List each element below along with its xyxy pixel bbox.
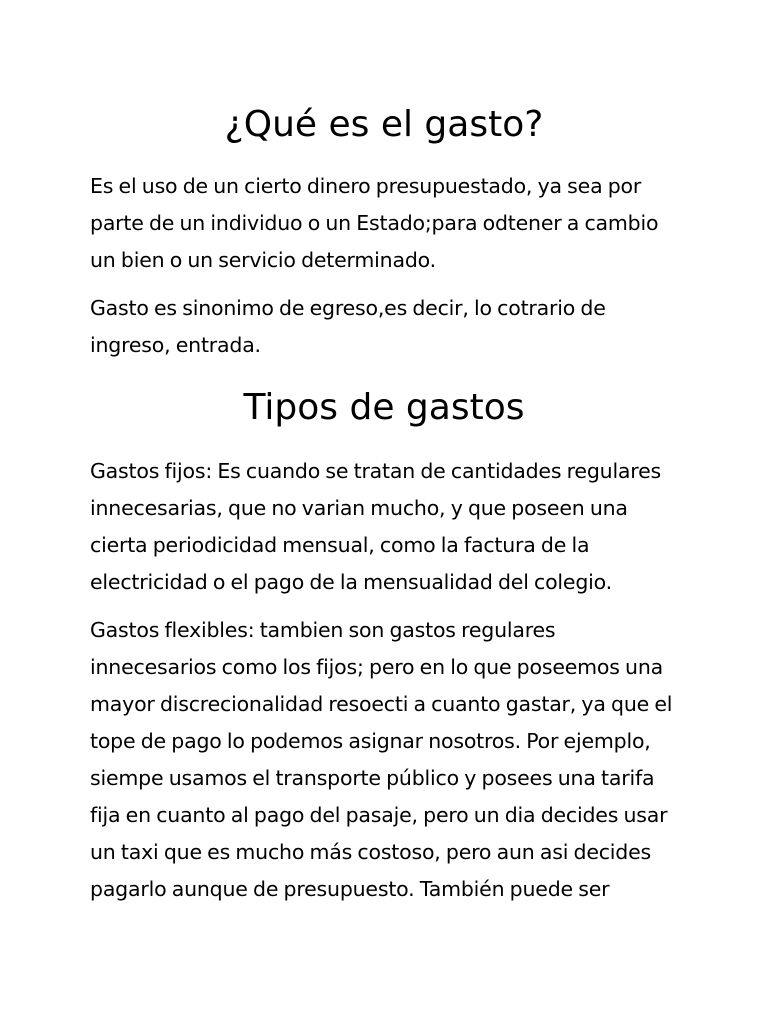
text-line: innecesarias, que no varian mucho, y que poseen una — [90, 496, 628, 520]
text-line: pagarlo aunque de presupuesto. También puede ser — [90, 877, 610, 901]
text-line: parte de un individuo o un Estado;para odtener a cambio — [90, 211, 659, 235]
text-line: cierta periodicidad mensual, como la factura de la — [90, 533, 590, 557]
text-line: un bien o un servicio determinado. — [90, 248, 436, 272]
paragraph-gastos-fijos — [90, 453, 690, 601]
text-line: Gastos flexibles: tambien son gastos regulares — [90, 618, 556, 642]
heading-que-es-el-gasto: ¿Qué es el gasto? — [224, 104, 544, 145]
heading-tipos-de-gastos: Tipos de gastos — [243, 387, 525, 428]
text-line: Gastos fijos: Es cuando se tratan de cantidades regulares — [90, 459, 661, 483]
text-line: ingreso, entrada. — [90, 333, 261, 357]
text-line: mayor discrecionalidad resoecti a cuanto gastar, ya que el — [90, 692, 673, 716]
text-line: Gasto es sinonimo de egreso,es decir, lo cotrario de — [90, 296, 606, 320]
paragraph-synonym — [90, 290, 690, 364]
text-line: siempe usamos el transporte público y posees una tarifa — [90, 766, 655, 790]
text-line: tope de pago lo podemos asignar nosotros. Por ejemplo, — [90, 729, 651, 753]
text-line: Es el uso de un cierto dinero presupuestado, ya sea por — [90, 174, 642, 198]
text-line: un taxi que es mucho más costoso, pero aun asi decides — [90, 840, 652, 864]
paragraph-definition — [90, 168, 690, 279]
paragraph-gastos-flexibles — [90, 612, 690, 908]
text-line: electricidad o el pago de la mensualidad del colegio. — [90, 570, 612, 594]
text-line: innecesarios como los fijos; pero en lo que poseemos una — [90, 655, 663, 679]
text-line: fija en cuanto al pago del pasaje, pero un dia decides usar — [90, 803, 668, 827]
